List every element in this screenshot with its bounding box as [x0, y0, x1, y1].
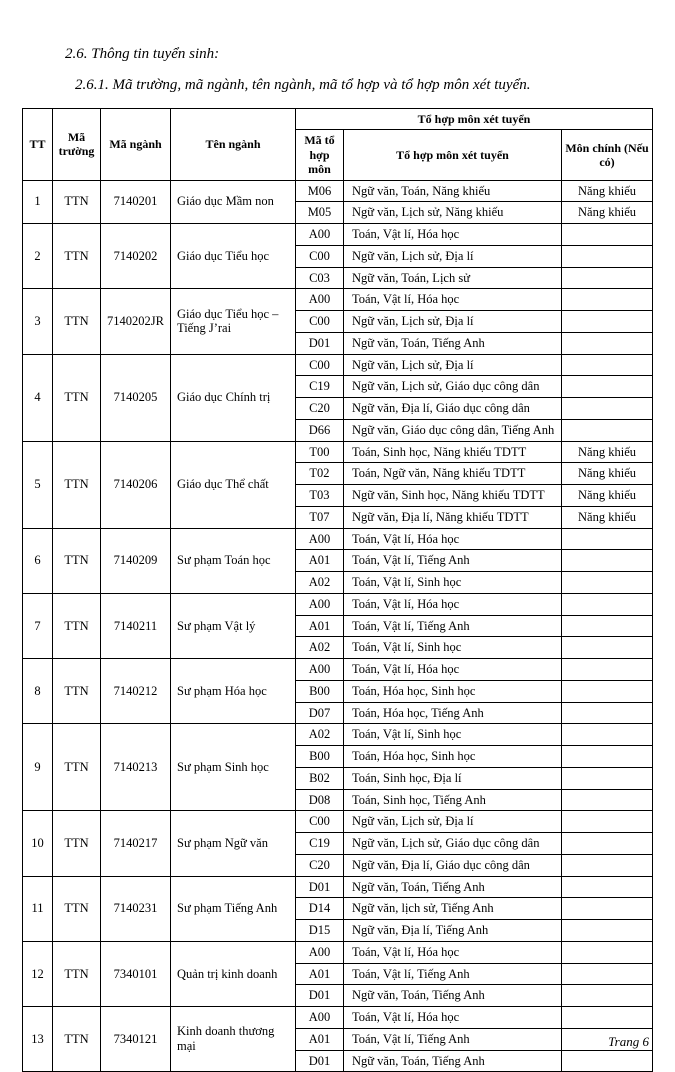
major-code-cell: 7140217: [101, 811, 171, 876]
combo-subjects-cell: Toán, Sinh học, Địa lí: [344, 767, 562, 789]
major-name-cell: Giáo dục Tiểu học – Tiếng J’rai: [171, 289, 296, 354]
main-subject-cell: [562, 267, 653, 289]
main-subject-cell: [562, 811, 653, 833]
combo-subjects-cell: Ngữ văn, Lịch sử, Giáo dục công dân: [344, 376, 562, 398]
combo-code-cell: D01: [296, 332, 344, 354]
combo-code-cell: D08: [296, 789, 344, 811]
main-subject-cell: [562, 1050, 653, 1072]
major-code-cell: 7140211: [101, 593, 171, 658]
combo-subjects-cell: Ngữ văn, Toán, Tiếng Anh: [344, 985, 562, 1007]
school-code-cell: TTN: [53, 441, 101, 528]
major-code-cell: 7340121: [101, 1007, 171, 1072]
combo-subjects-cell: Toán, Vật lí, Hóa học: [344, 593, 562, 615]
main-subject-cell: [562, 311, 653, 333]
major-name-cell: Giáo dục Mầm non: [171, 180, 296, 224]
combo-subjects-cell: Ngữ văn, Lịch sử, Địa lí: [344, 311, 562, 333]
school-code-cell: TTN: [53, 180, 101, 224]
combo-subjects-cell: Ngữ văn, lịch sử, Tiếng Anh: [344, 898, 562, 920]
table-row: [23, 659, 653, 681]
combo-code-cell: A01: [296, 963, 344, 985]
main-subject-cell: [562, 876, 653, 898]
table-row: [23, 289, 653, 311]
main-subject-cell: [562, 724, 653, 746]
header-school-code: Mã trường: [53, 109, 101, 181]
main-subject-cell: [562, 615, 653, 637]
combo-code-cell: A02: [296, 637, 344, 659]
tt-cell: 8: [23, 659, 53, 724]
header-major-name: Tên ngành: [171, 109, 296, 181]
combo-code-cell: A00: [296, 1007, 344, 1029]
combo-subjects-cell: Ngữ văn, Toán, Tiếng Anh: [344, 1050, 562, 1072]
header-major-code: Mã ngành: [101, 109, 171, 181]
table-row: [23, 528, 653, 550]
combo-subjects-cell: Toán, Sinh học, Tiếng Anh: [344, 789, 562, 811]
table-row: [23, 593, 653, 615]
main-subject-cell: [562, 572, 653, 594]
combo-code-cell: D15: [296, 920, 344, 942]
combo-subjects-cell: Toán, Vật lí, Tiếng Anh: [344, 550, 562, 572]
main-subject-cell: [562, 332, 653, 354]
major-code-cell: 7140209: [101, 528, 171, 593]
header-combo-code: Mã tổ hợp môn: [296, 130, 344, 180]
combo-code-cell: C00: [296, 354, 344, 376]
school-code-cell: TTN: [53, 941, 101, 1006]
main-subject-cell: [562, 659, 653, 681]
school-code-cell: TTN: [53, 811, 101, 876]
combo-subjects-cell: Toán, Vật lí, Tiếng Anh: [344, 615, 562, 637]
tt-cell: 3: [23, 289, 53, 354]
header-combo-group: Tổ hợp môn xét tuyển: [296, 109, 653, 130]
major-code-cell: 7140202JR: [101, 289, 171, 354]
table-row: [23, 180, 653, 202]
combo-code-cell: M06: [296, 180, 344, 202]
combo-subjects-cell: Toán, Vật lí, Tiếng Anh: [344, 1028, 562, 1050]
major-code-cell: 7140206: [101, 441, 171, 528]
combo-code-cell: A00: [296, 528, 344, 550]
tt-cell: 4: [23, 354, 53, 441]
combo-subjects-cell: Toán, Vật lí, Hóa học: [344, 659, 562, 681]
combo-subjects-cell: Toán, Hóa học, Sinh học: [344, 746, 562, 768]
combo-subjects-cell: Toán, Ngữ văn, Năng khiếu TDTT: [344, 463, 562, 485]
school-code-cell: TTN: [53, 593, 101, 658]
tt-cell: 12: [23, 941, 53, 1006]
combo-code-cell: B00: [296, 746, 344, 768]
major-name-cell: Kinh doanh thương mại: [171, 1007, 296, 1072]
table-row: [23, 876, 653, 898]
combo-code-cell: D07: [296, 702, 344, 724]
admissions-table: [22, 108, 653, 1072]
main-subject-cell: Năng khiếu: [562, 441, 653, 463]
combo-code-cell: D01: [296, 876, 344, 898]
major-name-cell: Sư phạm Ngữ văn: [171, 811, 296, 876]
main-subject-cell: [562, 289, 653, 311]
combo-code-cell: T03: [296, 485, 344, 507]
combo-code-cell: D01: [296, 1050, 344, 1072]
combo-code-cell: A02: [296, 724, 344, 746]
combo-code-cell: D66: [296, 419, 344, 441]
subsection-heading: 2.6.1. Mã trường, mã ngành, tên ngành, mã tổ hợp và tổ hợp môn xét tuyển.: [75, 77, 531, 93]
main-subject-cell: Năng khiếu: [562, 463, 653, 485]
combo-subjects-cell: Toán, Vật lí, Sinh học: [344, 637, 562, 659]
tt-cell: 7: [23, 593, 53, 658]
header-tt: TT: [23, 109, 53, 181]
main-subject-cell: [562, 680, 653, 702]
main-subject-cell: Năng khiếu: [562, 180, 653, 202]
combo-code-cell: T07: [296, 506, 344, 528]
combo-code-cell: A00: [296, 941, 344, 963]
header-main-subject: Môn chính (Nếu có): [562, 130, 653, 180]
combo-subjects-cell: Ngữ văn, Địa lí, Giáo dục công dân: [344, 398, 562, 420]
combo-code-cell: A00: [296, 659, 344, 681]
combo-code-cell: C19: [296, 376, 344, 398]
main-subject-cell: [562, 550, 653, 572]
combo-code-cell: C20: [296, 398, 344, 420]
main-subject-cell: [562, 767, 653, 789]
combo-subjects-cell: Toán, Vật lí, Hóa học: [344, 1007, 562, 1029]
school-code-cell: TTN: [53, 724, 101, 811]
combo-code-cell: C00: [296, 311, 344, 333]
header-combo-subjects: Tổ hợp môn xét tuyển: [344, 130, 562, 180]
main-subject-cell: [562, 398, 653, 420]
main-subject-cell: [562, 702, 653, 724]
page-number: Trang 6: [608, 1034, 649, 1049]
school-code-cell: TTN: [53, 354, 101, 441]
combo-subjects-cell: Ngữ văn, Địa lí, Tiếng Anh: [344, 920, 562, 942]
major-code-cell: 7140231: [101, 876, 171, 941]
combo-code-cell: D01: [296, 985, 344, 1007]
combo-subjects-cell: Ngữ văn, Toán, Năng khiếu: [344, 180, 562, 202]
major-name-cell: Giáo dục Tiểu học: [171, 224, 296, 289]
table-row: [23, 811, 653, 833]
combo-code-cell: T00: [296, 441, 344, 463]
main-subject-cell: [562, 833, 653, 855]
main-subject-cell: Năng khiếu: [562, 506, 653, 528]
main-subject-cell: [562, 528, 653, 550]
combo-code-cell: C19: [296, 833, 344, 855]
main-subject-cell: [562, 920, 653, 942]
major-name-cell: Giáo dục Thể chất: [171, 441, 296, 528]
combo-code-cell: A01: [296, 1028, 344, 1050]
school-code-cell: TTN: [53, 1007, 101, 1072]
tt-cell: 10: [23, 811, 53, 876]
major-code-cell: 7140213: [101, 724, 171, 811]
combo-subjects-cell: Ngữ văn, Toán, Tiếng Anh: [344, 876, 562, 898]
combo-subjects-cell: Ngữ văn, Lịch sử, Địa lí: [344, 354, 562, 376]
major-name-cell: Sư phạm Tiếng Anh: [171, 876, 296, 941]
main-subject-cell: [562, 854, 653, 876]
main-subject-cell: [562, 746, 653, 768]
major-name-cell: Sư phạm Vật lý: [171, 593, 296, 658]
table-row: [23, 1007, 653, 1029]
school-code-cell: TTN: [53, 224, 101, 289]
combo-subjects-cell: Toán, Vật lí, Hóa học: [344, 528, 562, 550]
combo-code-cell: D14: [296, 898, 344, 920]
section-heading: 2.6. Thông tin tuyển sinh:: [65, 46, 220, 62]
combo-subjects-cell: Toán, Vật lí, Sinh học: [344, 572, 562, 594]
table-body: [23, 180, 653, 1072]
major-code-cell: 7340101: [101, 941, 171, 1006]
main-subject-cell: [562, 1007, 653, 1029]
combo-subjects-cell: Ngữ văn, Sinh học, Năng khiếu TDTT: [344, 485, 562, 507]
school-code-cell: TTN: [53, 876, 101, 941]
main-subject-cell: [562, 593, 653, 615]
combo-code-cell: C00: [296, 811, 344, 833]
combo-code-cell: T02: [296, 463, 344, 485]
combo-code-cell: A00: [296, 224, 344, 246]
main-subject-cell: [562, 354, 653, 376]
combo-code-cell: A01: [296, 615, 344, 637]
main-subject-cell: Năng khiếu: [562, 485, 653, 507]
combo-code-cell: B02: [296, 767, 344, 789]
table-row: [23, 224, 653, 246]
combo-code-cell: C20: [296, 854, 344, 876]
table-row: [23, 941, 653, 963]
combo-subjects-cell: Ngữ văn, Địa lí, Năng khiếu TDTT: [344, 506, 562, 528]
tt-cell: 11: [23, 876, 53, 941]
school-code-cell: TTN: [53, 659, 101, 724]
tt-cell: 5: [23, 441, 53, 528]
combo-subjects-cell: Ngữ văn, Lịch sử, Giáo dục công dân: [344, 833, 562, 855]
school-code-cell: TTN: [53, 528, 101, 593]
main-subject-cell: [562, 224, 653, 246]
major-code-cell: 7140202: [101, 224, 171, 289]
combo-subjects-cell: Ngữ văn, Lịch sử, Năng khiếu: [344, 202, 562, 224]
combo-subjects-cell: Toán, Vật lí, Sinh học: [344, 724, 562, 746]
combo-subjects-cell: Toán, Vật lí, Hóa học: [344, 941, 562, 963]
combo-subjects-cell: Toán, Vật lí, Hóa học: [344, 289, 562, 311]
tt-cell: 1: [23, 180, 53, 224]
major-name-cell: Sư phạm Sinh học: [171, 724, 296, 811]
major-code-cell: 7140212: [101, 659, 171, 724]
main-subject-cell: [562, 963, 653, 985]
tt-cell: 2: [23, 224, 53, 289]
combo-subjects-cell: Ngữ văn, Giáo dục công dân, Tiếng Anh: [344, 419, 562, 441]
combo-code-cell: C00: [296, 245, 344, 267]
combo-subjects-cell: Toán, Vật lí, Hóa học: [344, 224, 562, 246]
header-row-group: [23, 109, 653, 130]
major-name-cell: Quản trị kinh doanh: [171, 941, 296, 1006]
tt-cell: 6: [23, 528, 53, 593]
table-row: [23, 724, 653, 746]
main-subject-cell: [562, 941, 653, 963]
table-row: [23, 354, 653, 376]
combo-subjects-cell: Toán, Hóa học, Sinh học: [344, 680, 562, 702]
major-name-cell: Sư phạm Hóa học: [171, 659, 296, 724]
major-name-cell: Sư phạm Toán học: [171, 528, 296, 593]
combo-subjects-cell: Ngữ văn, Địa lí, Giáo dục công dân: [344, 854, 562, 876]
tt-cell: 9: [23, 724, 53, 811]
combo-subjects-cell: Ngữ văn, Lịch sử, Địa lí: [344, 811, 562, 833]
main-subject-cell: [562, 789, 653, 811]
combo-subjects-cell: Ngữ văn, Toán, Tiếng Anh: [344, 332, 562, 354]
main-subject-cell: Năng khiếu: [562, 202, 653, 224]
table-header: [23, 109, 653, 181]
combo-subjects-cell: Ngữ văn, Lịch sử, Địa lí: [344, 245, 562, 267]
tt-cell: 13: [23, 1007, 53, 1072]
combo-code-cell: M05: [296, 202, 344, 224]
table-row: [23, 441, 653, 463]
main-subject-cell: [562, 898, 653, 920]
school-code-cell: TTN: [53, 289, 101, 354]
main-subject-cell: [562, 245, 653, 267]
combo-code-cell: A00: [296, 289, 344, 311]
major-code-cell: 7140201: [101, 180, 171, 224]
combo-code-cell: A02: [296, 572, 344, 594]
combo-subjects-cell: Ngữ văn, Toán, Lịch sử: [344, 267, 562, 289]
combo-subjects-cell: Toán, Hóa học, Tiếng Anh: [344, 702, 562, 724]
main-subject-cell: [562, 637, 653, 659]
major-name-cell: Giáo dục Chính trị: [171, 354, 296, 441]
main-subject-cell: [562, 419, 653, 441]
combo-subjects-cell: Toán, Vật lí, Tiếng Anh: [344, 963, 562, 985]
major-code-cell: 7140205: [101, 354, 171, 441]
combo-code-cell: A00: [296, 593, 344, 615]
main-subject-cell: [562, 376, 653, 398]
combo-code-cell: B00: [296, 680, 344, 702]
combo-code-cell: A01: [296, 550, 344, 572]
main-subject-cell: [562, 985, 653, 1007]
combo-subjects-cell: Toán, Sinh học, Năng khiếu TDTT: [344, 441, 562, 463]
combo-code-cell: C03: [296, 267, 344, 289]
